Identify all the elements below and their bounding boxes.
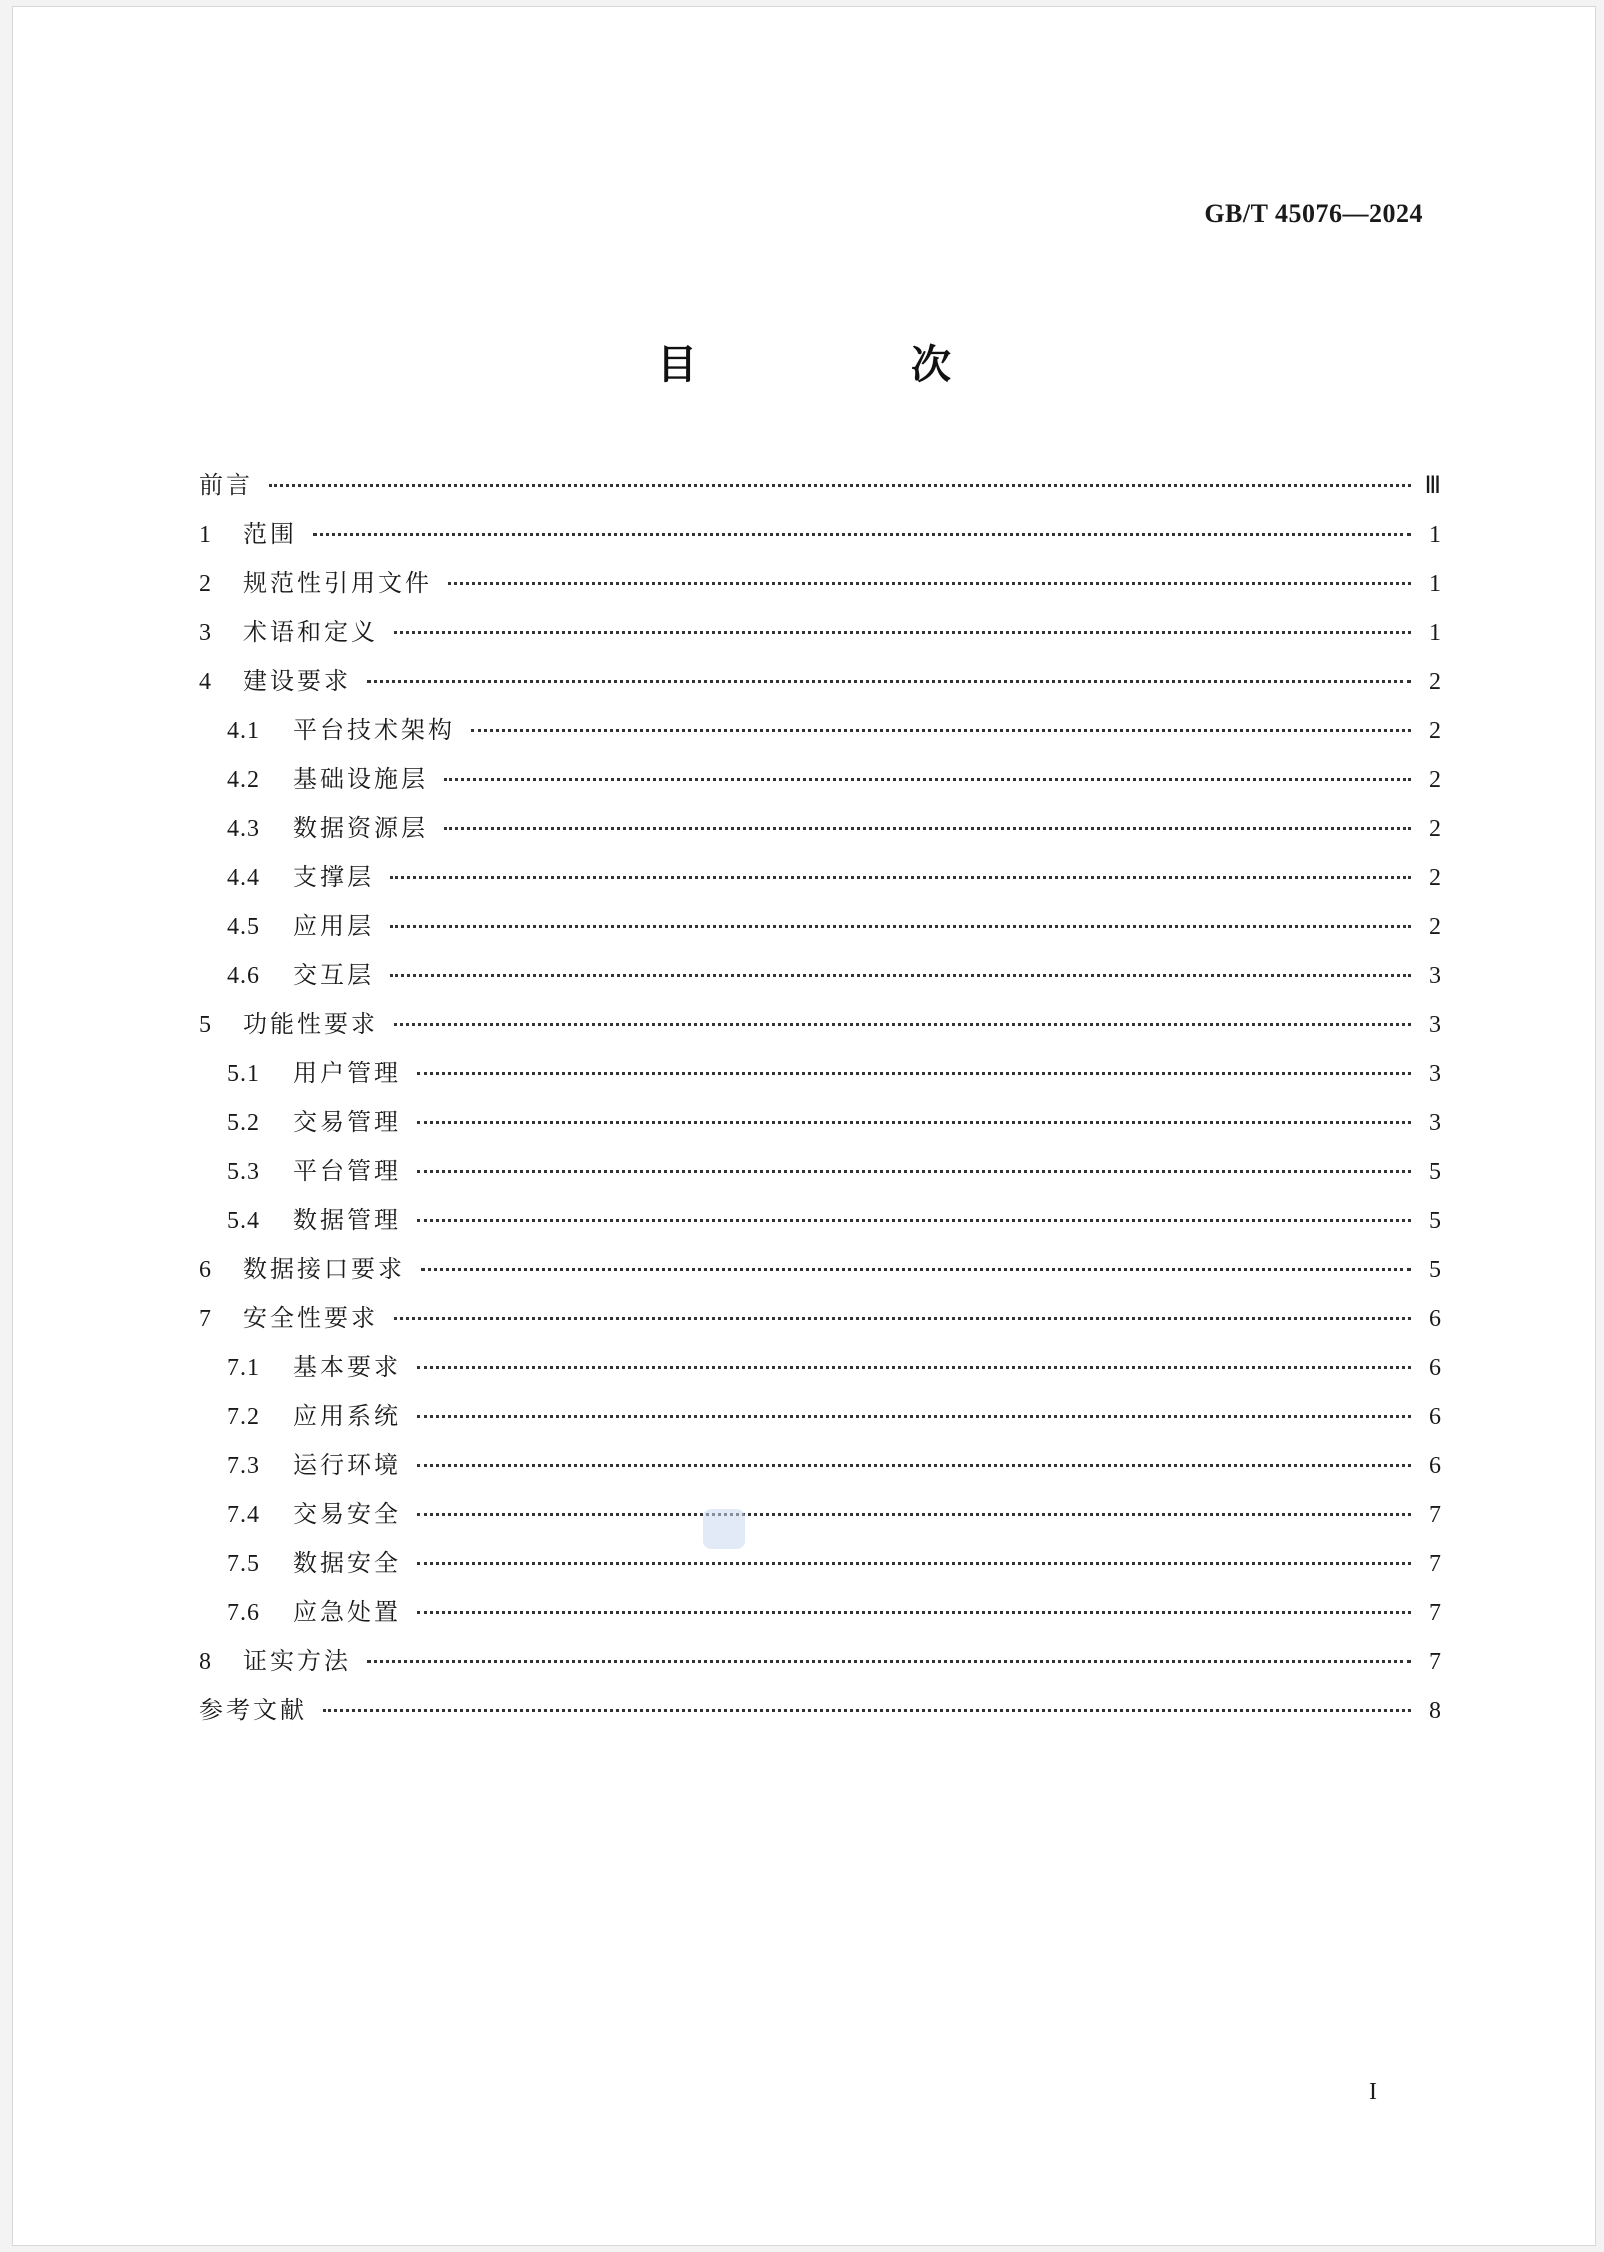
toc-entry-label: 数据管理: [293, 1206, 401, 1234]
toc-entry[interactable]: [199, 563, 1441, 612]
toc-entry-label: 平台技术架构: [293, 716, 455, 744]
toc-entry-number: 8: [199, 1649, 212, 1675]
toc-leader-dots: [417, 1415, 1411, 1418]
toc-entry-label: 交易安全: [293, 1500, 401, 1528]
toc-entry-label: 交易管理: [293, 1108, 401, 1136]
toc-entry[interactable]: [199, 857, 1441, 906]
toc-entry-number: 7.4: [227, 1502, 260, 1528]
document-page: [12, 6, 1596, 2246]
toc-entry-label: 交互层: [293, 961, 374, 989]
toc-entry-page: 7: [1429, 1600, 1441, 1626]
toc-leader-dots: [269, 484, 1411, 487]
toc-entry-page: 2: [1429, 816, 1441, 842]
toc-entry[interactable]: [199, 612, 1441, 661]
toc-entry-number: 7.3: [227, 1453, 260, 1479]
toc-entry[interactable]: [199, 710, 1441, 759]
toc-leader-dots: [394, 1317, 1411, 1320]
toc-entry-page: 2: [1429, 669, 1441, 695]
toc-entry-label: 数据接口要求: [243, 1255, 405, 1283]
toc-entry[interactable]: [199, 1641, 1441, 1690]
toc-entry-page: 5: [1429, 1257, 1441, 1283]
toc-entry[interactable]: [199, 465, 1441, 514]
toc-entry[interactable]: [199, 808, 1441, 857]
toc-entry-number: 4.3: [227, 816, 260, 842]
toc-entry[interactable]: [199, 661, 1441, 710]
toc-entry-number: 7.5: [227, 1551, 260, 1577]
toc-leader-dots: [421, 1268, 1411, 1271]
watermark-logo: [703, 1509, 745, 1549]
toc-entry[interactable]: [199, 1004, 1441, 1053]
toc-entry[interactable]: [199, 1592, 1441, 1641]
standard-code: GB/T 45076—2024: [1204, 199, 1423, 228]
toc-entry-page: 2: [1429, 914, 1441, 940]
toc-entry-number: 4.1: [227, 718, 260, 744]
toc-entry-page: 5: [1429, 1208, 1441, 1234]
toc-entry-page: 2: [1429, 718, 1441, 744]
toc-entry[interactable]: [199, 1249, 1441, 1298]
toc-leader-dots: [417, 1072, 1411, 1075]
toc-leader-dots: [367, 1660, 1411, 1663]
toc-entry-label: 证实方法: [243, 1647, 351, 1675]
toc-entry-page: 6: [1429, 1453, 1441, 1479]
toc-entry-label: 参考文献: [199, 1696, 307, 1724]
toc-entry[interactable]: [199, 759, 1441, 808]
toc-entry-number: 4: [199, 669, 212, 695]
toc-entry-page: 5: [1429, 1159, 1441, 1185]
toc-entry-number: 1: [199, 522, 212, 548]
toc-entry-label: 数据资源层: [293, 814, 428, 842]
toc-entry-label: 范围: [243, 520, 297, 548]
toc-entry-number: 7: [199, 1306, 212, 1332]
toc-leader-dots: [390, 974, 1411, 977]
toc-leader-dots: [417, 1513, 1411, 1516]
toc-entry-label: 支撑层: [293, 863, 374, 891]
toc-entry-page: 3: [1429, 1110, 1441, 1136]
toc-leader-dots: [313, 533, 1411, 536]
toc-leader-dots: [444, 827, 1411, 830]
toc-entry[interactable]: [199, 1102, 1441, 1151]
toc-leader-dots: [394, 631, 1411, 634]
toc-entry-page: 3: [1429, 963, 1441, 989]
toc-leader-dots: [394, 1023, 1411, 1026]
toc-entry-number: 5.2: [227, 1110, 260, 1136]
toc-entry-number: 3: [199, 620, 212, 646]
toc-entry[interactable]: [199, 1053, 1441, 1102]
toc-entry-page: 1: [1429, 522, 1441, 548]
toc-entry-number: 7.2: [227, 1404, 260, 1430]
toc-entry-label: 术语和定义: [243, 618, 378, 646]
table-of-contents: [199, 465, 1441, 1739]
toc-entry[interactable]: [199, 955, 1441, 1004]
toc-leader-dots: [390, 876, 1411, 879]
toc-entry-number: 5.3: [227, 1159, 260, 1185]
toc-entry[interactable]: [199, 514, 1441, 563]
toc-entry-number: 7.1: [227, 1355, 260, 1381]
toc-leader-dots: [417, 1366, 1411, 1369]
toc-entry-page: 1: [1429, 620, 1441, 646]
toc-entry-page: 6: [1429, 1306, 1441, 1332]
toc-entry-label: 功能性要求: [243, 1010, 378, 1038]
toc-entry-page: 2: [1429, 865, 1441, 891]
toc-entry-label: 应用层: [293, 912, 374, 940]
toc-title: 目 次: [657, 341, 1051, 388]
toc-entry-page: 3: [1429, 1012, 1441, 1038]
toc-entry[interactable]: [199, 1543, 1441, 1592]
toc-entry-page: 1: [1429, 571, 1441, 597]
toc-leader-dots: [471, 729, 1411, 732]
toc-entry-number: 5: [199, 1012, 212, 1038]
toc-entry[interactable]: [199, 1396, 1441, 1445]
toc-entry-label: 应急处置: [293, 1598, 401, 1626]
toc-entry-number: 6: [199, 1257, 212, 1283]
toc-entry-label: 前言: [199, 471, 253, 499]
toc-entry-label: 安全性要求: [243, 1304, 378, 1332]
toc-leader-dots: [448, 582, 1411, 585]
toc-entry-label: 建设要求: [243, 667, 351, 695]
toc-entry-number: 5.1: [227, 1061, 260, 1087]
toc-entry-page: 7: [1429, 1502, 1441, 1528]
toc-entry-number: 5.4: [227, 1208, 260, 1234]
toc-entry-number: 4.4: [227, 865, 260, 891]
toc-entry-label: 规范性引用文件: [243, 569, 432, 597]
toc-entry-number: 4.5: [227, 914, 260, 940]
toc-entry[interactable]: [199, 906, 1441, 955]
toc-leader-dots: [417, 1121, 1411, 1124]
toc-entry-page: 7: [1429, 1551, 1441, 1577]
toc-entry-number: 4.6: [227, 963, 260, 989]
toc-leader-dots: [417, 1170, 1411, 1173]
toc-entry-page: 3: [1429, 1061, 1441, 1087]
toc-entry[interactable]: [199, 1690, 1441, 1739]
toc-entry-page: 2: [1429, 767, 1441, 793]
toc-entry-page: 6: [1429, 1355, 1441, 1381]
toc-entry[interactable]: [199, 1494, 1441, 1543]
toc-entry-label: 运行环境: [293, 1451, 401, 1479]
toc-leader-dots: [417, 1611, 1411, 1614]
toc-leader-dots: [390, 925, 1411, 928]
toc-entry-label: 基础设施层: [293, 765, 428, 793]
toc-entry-number: 7.6: [227, 1600, 260, 1626]
toc-entry-number: 2: [199, 571, 212, 597]
toc-entry-label: 应用系统: [293, 1402, 401, 1430]
footer-page-number: I: [1369, 2079, 1377, 2105]
toc-entry-label: 基本要求: [293, 1353, 401, 1381]
toc-entry-label: 平台管理: [293, 1157, 401, 1185]
toc-leader-dots: [417, 1464, 1411, 1467]
toc-leader-dots: [367, 680, 1411, 683]
toc-entry[interactable]: [199, 1347, 1441, 1396]
toc-leader-dots: [417, 1219, 1411, 1222]
toc-entry[interactable]: [199, 1200, 1441, 1249]
toc-entry-page: 6: [1429, 1404, 1441, 1430]
toc-entry-page: Ⅲ: [1424, 473, 1441, 499]
toc-entry-label: 数据安全: [293, 1549, 401, 1577]
toc-leader-dots: [417, 1562, 1411, 1565]
toc-entry[interactable]: [199, 1298, 1441, 1347]
toc-entry-number: 4.2: [227, 767, 260, 793]
toc-entry-page: 8: [1429, 1698, 1441, 1724]
toc-entry[interactable]: [199, 1151, 1441, 1200]
toc-leader-dots: [444, 778, 1411, 781]
toc-entry[interactable]: [199, 1445, 1441, 1494]
toc-entry-label: 用户管理: [293, 1059, 401, 1087]
toc-leader-dots: [323, 1709, 1411, 1712]
toc-entry-page: 7: [1429, 1649, 1441, 1675]
